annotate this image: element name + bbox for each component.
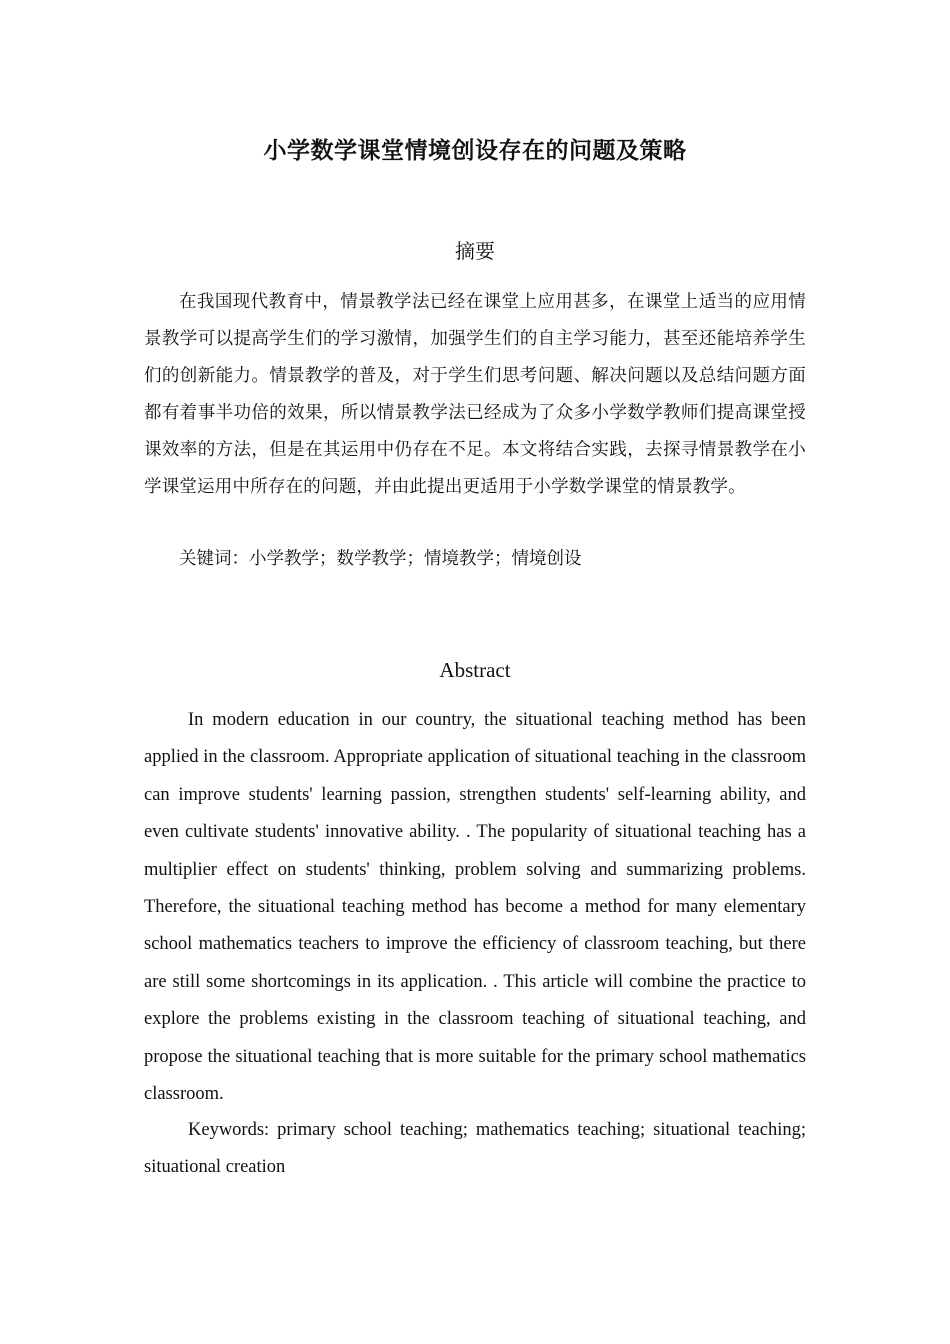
abstract-cn-heading: 摘要	[455, 239, 495, 263]
abstract-en-body: In modern education in our country, the situational teaching method has been applied in the classroom. Appropriate application of situational teaching in the classroom can improve students' learning passion, strengthen students' self-learning ability, and even cultivate students' innovative ability. . The popularity of situational teaching has a multiplier effect on students' thinking, problem solving and summarizing problems. Therefore, the situational teaching method has become a method for many elementary school mathematics teachers to improve the efficiency of classroom teaching, but there are still some shortcomings in its application. . This article will combine the practice to explore the problems existing in the classroom teaching of situational teaching, and propose the situational teaching that is more suitable for the primary school mathematics classroom.	[144, 710, 806, 1105]
abstract-cn-body: 在我国现代教育中，情景教学法已经在课堂上应用甚多，在课堂上适当的应用情景教学可以提高学生们的学习激情，加强学生们的自主学习能力，甚至还能培养学生们的创新能力。情景教学的普及，对于学生们思考问题、解决问题以及总结问题方面都有着事半功倍的效果，所以情景教学法已经成为了众多小学数学教师们提高课堂授课效率的方法，但是在其运用中仍存在不足。本文将结合实践，去探寻情景教学在小学课堂运用中所存在的问题，并由此提出更适用于小学数学课堂的情景教学。	[144, 292, 806, 497]
document-title: 小学数学课堂情境创设存在的问题及策略	[263, 138, 687, 164]
abstract-cn-keywords: 关键词：小学教学；数学教学；情境教学；情境创设	[179, 549, 582, 569]
abstract-en-keywords: Keywords: primary school teaching; mathematics teaching; situational teaching; situational creation	[144, 1120, 806, 1177]
abstract-en-heading: Abstract	[439, 658, 511, 682]
document-page	[144, 0, 806, 1344]
